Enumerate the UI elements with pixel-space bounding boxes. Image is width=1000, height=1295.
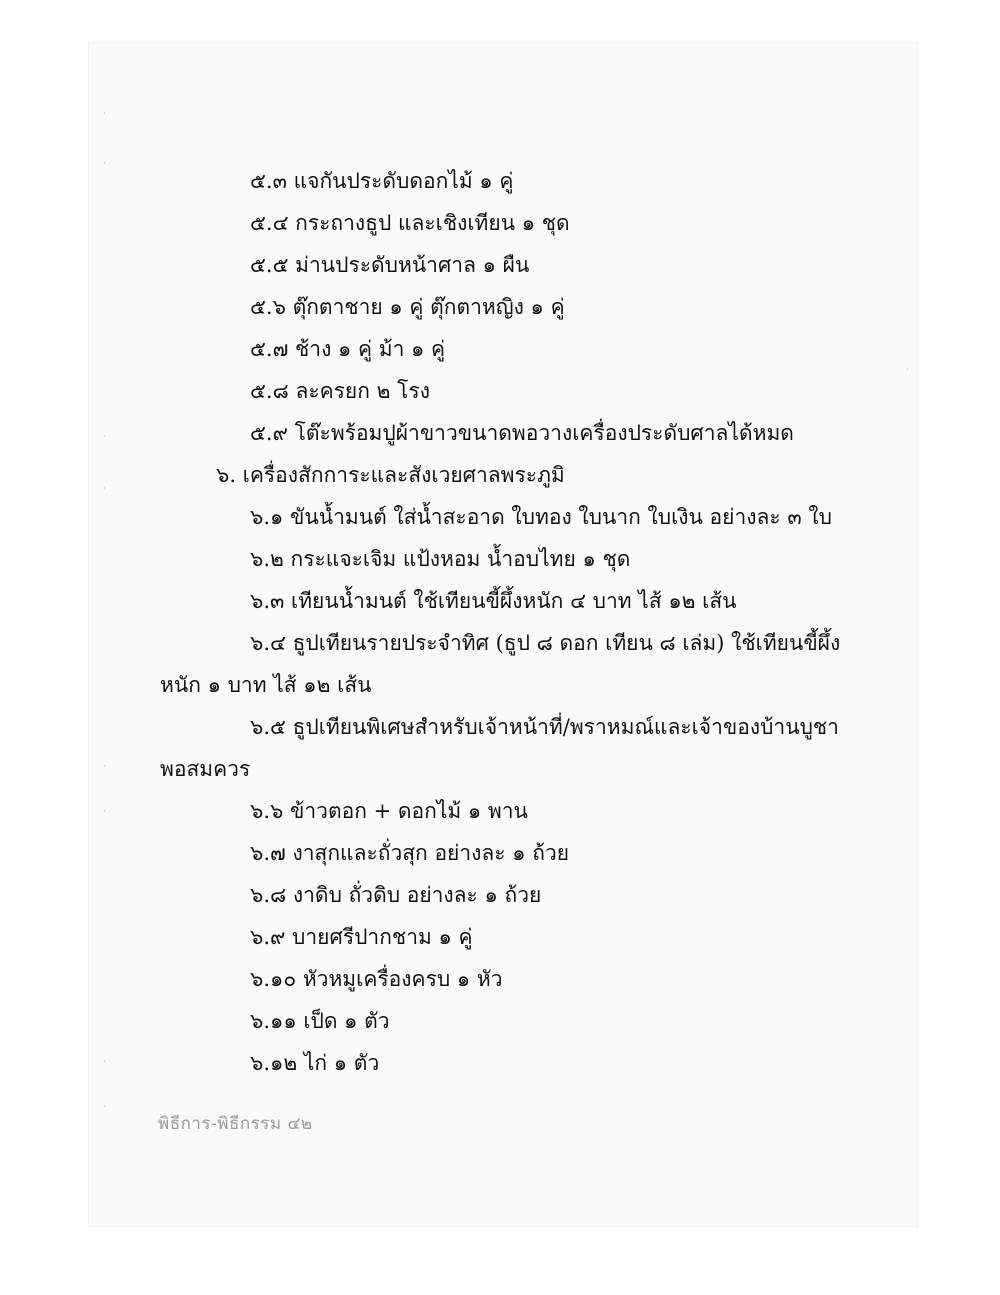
list-item-6-2: ๖.๒ กระแจะเจิม แป้งหอม น้ำอบไทย ๑ ชุด bbox=[250, 547, 631, 571]
list-item-6-5: ๖.๕ ธูปเทียนพิเศษสำหรับเจ้าหน้าที่/พราหมณ์และเจ้าของบ้านบูชา bbox=[250, 715, 839, 739]
list-item-5-5: ๕.๕ ม่านประดับหน้าศาล ๑ ผืน bbox=[250, 253, 530, 277]
list-item-5-3: ๕.๓ แจกันประดับดอกไม้ ๑ คู่ bbox=[250, 169, 514, 193]
list-item-6-5-continued: พอสมควร bbox=[160, 757, 251, 781]
list-item-5-8: ๕.๘ ละครยก ๒ โรง bbox=[250, 379, 430, 403]
list-item-6-7: ๖.๗ งาสุกและถั่วสุก อย่างละ ๑ ถ้วย bbox=[250, 841, 570, 865]
list-item-5-6: ๕.๖ ตุ๊กตาชาย ๑ คู่ ตุ๊กตาหญิง ๑ คู่ bbox=[250, 295, 565, 319]
list-item-5-4: ๕.๔ กระถางธูป และเชิงเทียน ๑ ชุด bbox=[250, 211, 570, 235]
page-footer: พิธีการ-พิธีกรรม ๔๒ bbox=[158, 1114, 313, 1134]
list-item-6-6: ๖.๖ ข้าวตอก + ดอกไม้ ๑ พาน bbox=[250, 799, 528, 823]
section-heading-6: ๖. เครื่องสักการะและสังเวยศาลพระภูมิ bbox=[216, 463, 565, 487]
list-item-6-1: ๖.๑ ขันน้ำมนต์ ใส่น้ำสะอาด ใบทอง ใบนาก ใบเงิน อย่างละ ๓ ใบ bbox=[250, 505, 832, 529]
list-item-5-9: ๕.๙ โต๊ะพร้อมปูผ้าขาวขนาดพอวางเครื่องประดับศาลได้หมด bbox=[250, 421, 794, 445]
list-item-6-12: ๖.๑๒ ไก่ ๑ ตัว bbox=[250, 1051, 380, 1075]
list-item-6-8: ๖.๘ งาดิบ ถั่วดิบ อย่างละ ๑ ถ้วย bbox=[250, 883, 542, 907]
list-item-6-4-continued: หนัก ๑ บาท ไส้ ๑๒ เส้น bbox=[160, 673, 372, 697]
list-item-5-7: ๕.๗ ช้าง ๑ คู่ ม้า ๑ คู่ bbox=[250, 337, 446, 361]
list-item-6-4: ๖.๔ ธูปเทียนรายประจำทิศ (ธูป ๘ ดอก เทียน ๘ เล่ม) ใช้เทียนขี้ผึ้ง bbox=[250, 631, 841, 655]
list-item-6-10: ๖.๑๐ หัวหมูเครื่องครบ ๑ หัว bbox=[250, 967, 503, 991]
list-item-6-11: ๖.๑๑ เป็ด ๑ ตัว bbox=[250, 1009, 390, 1033]
list-item-6-9: ๖.๙ บายศรีปากชาม ๑ คู่ bbox=[250, 925, 473, 949]
list-item-6-3: ๖.๓ เทียนน้ำมนต์ ใช้เทียนขี้ผึ้งหนัก ๔ บาท ไส้ ๑๒ เส้น bbox=[250, 589, 737, 613]
